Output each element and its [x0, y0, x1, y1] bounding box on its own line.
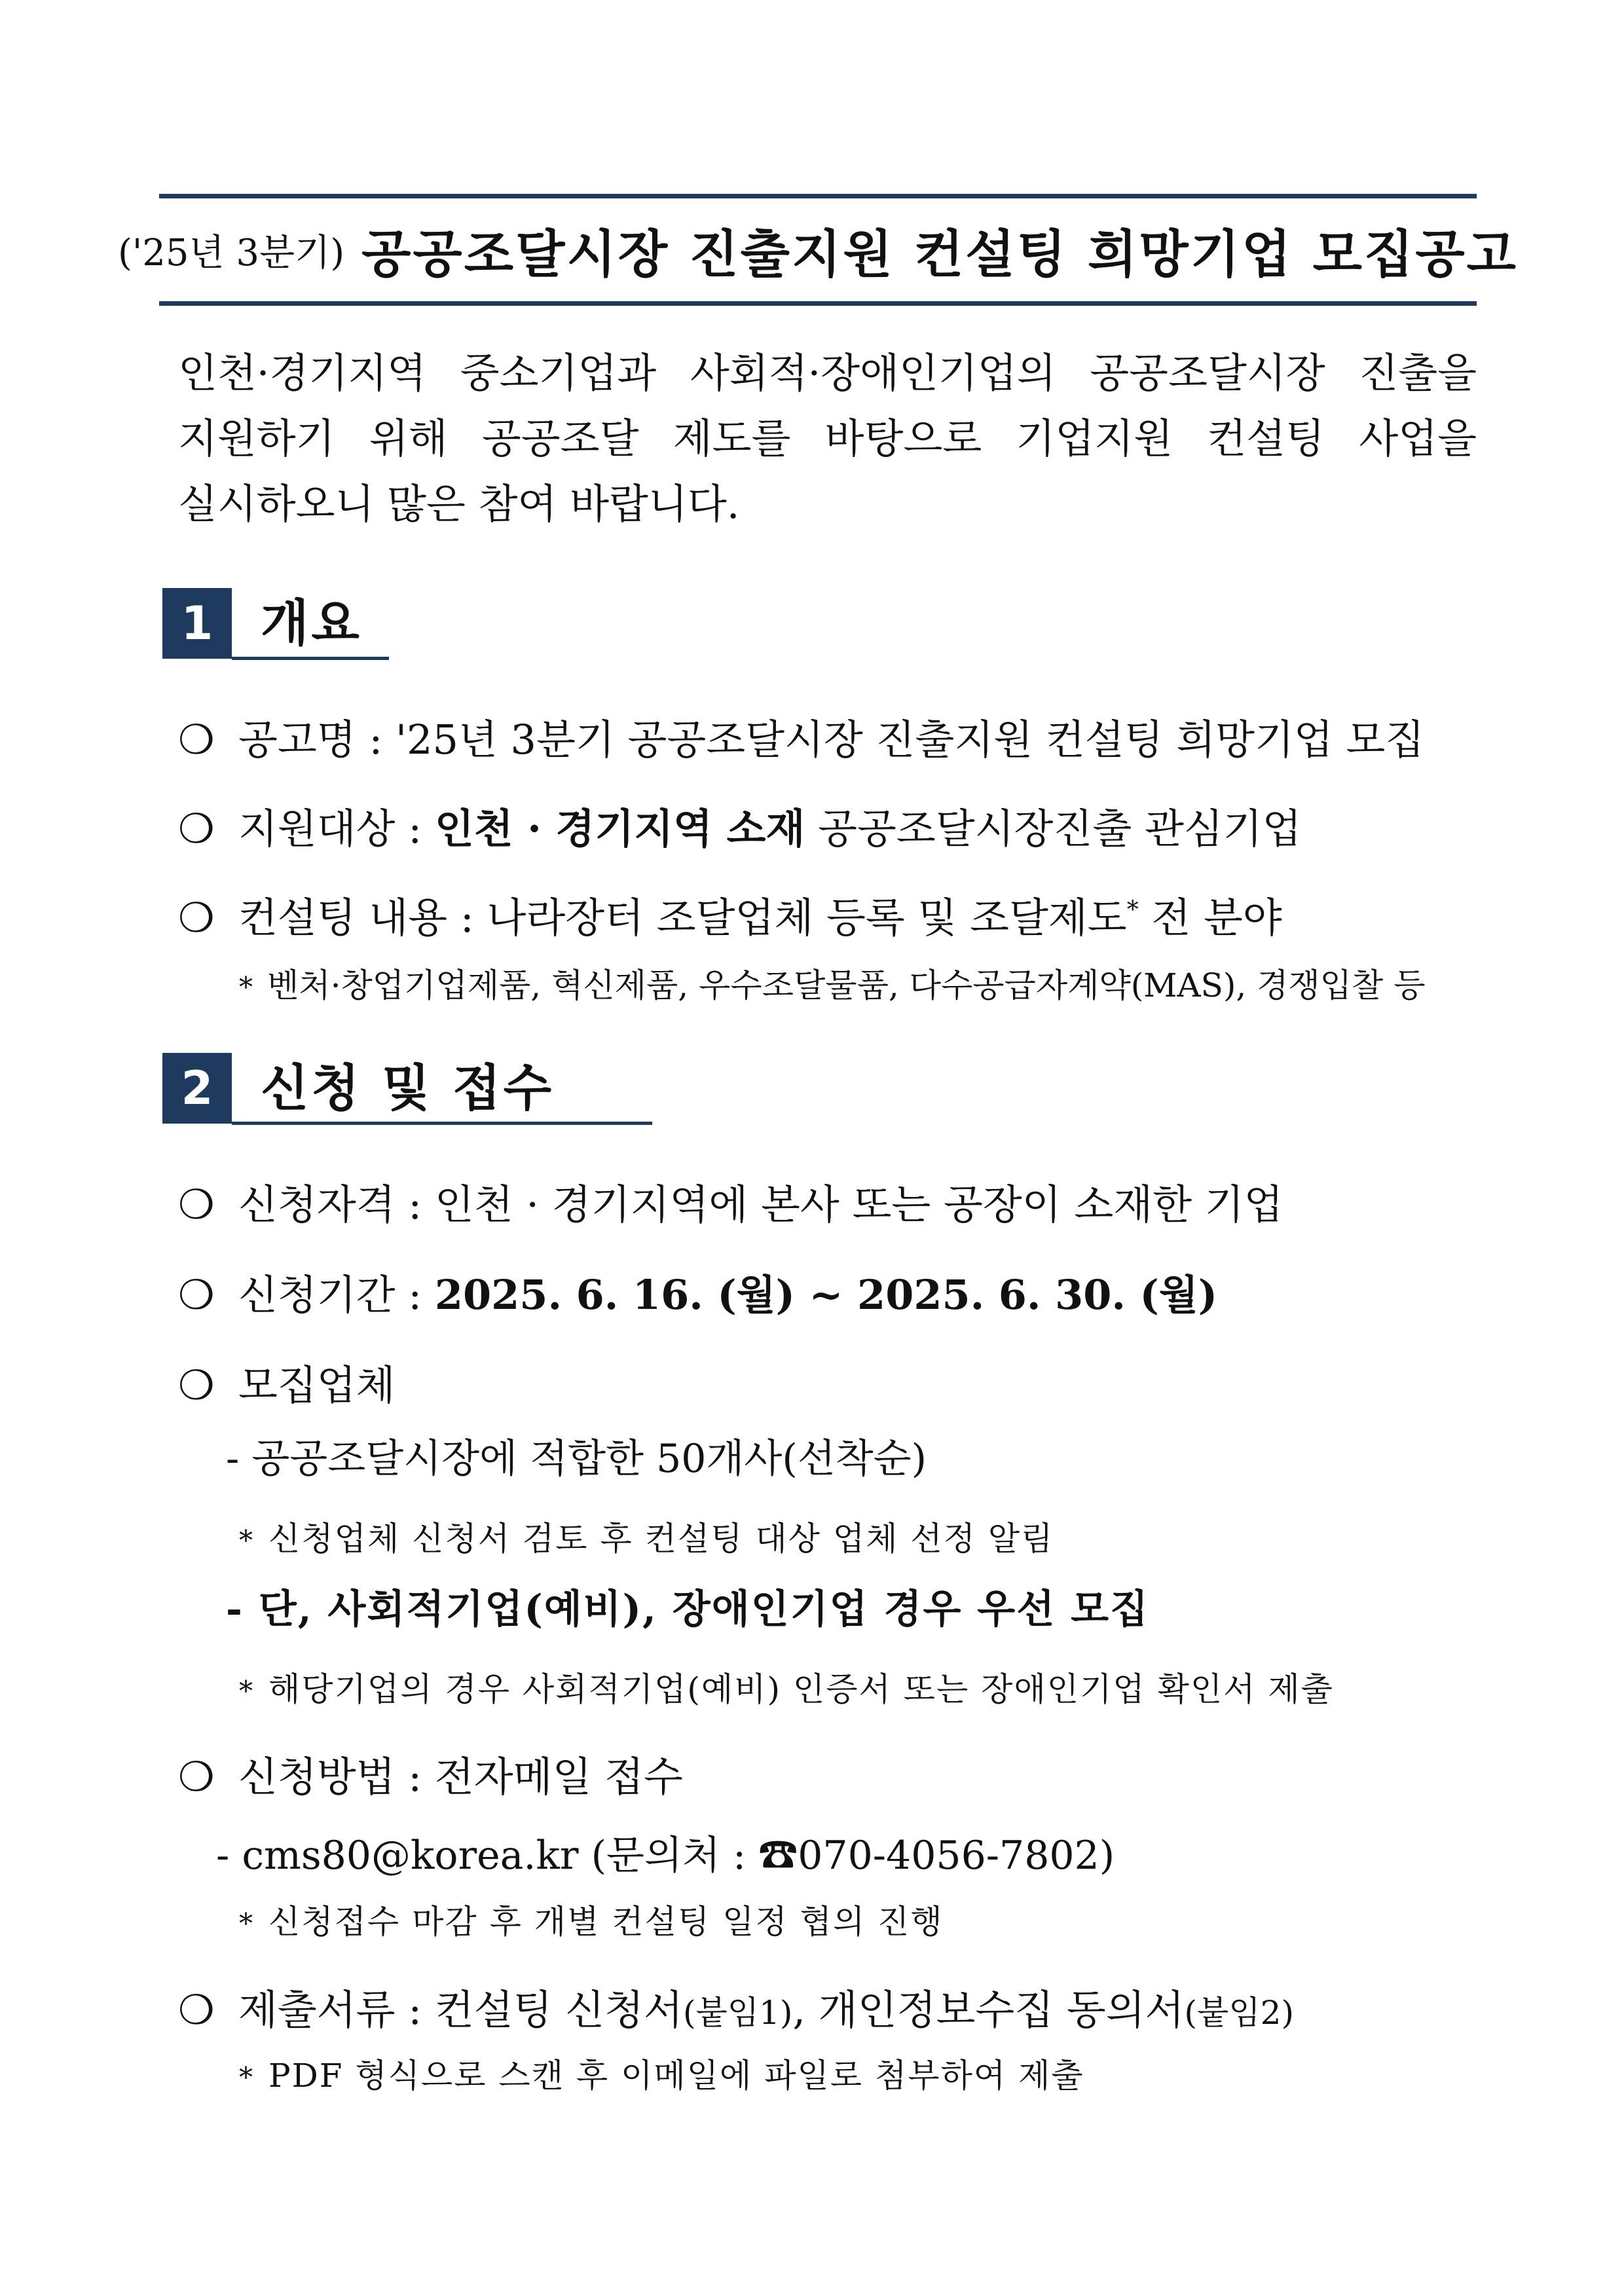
section-title: 신청 및 접수	[261, 1059, 554, 1117]
circle-bullet-icon: ❍	[178, 1181, 215, 1228]
intro-line: 인천·경기지역 중소기업과 사회적·장애인기업의 공공조달시장 진출을	[178, 349, 1477, 397]
item-value: 나라장터 조달업체 등록 및 조달제도	[487, 894, 1127, 942]
circle-bullet-icon: ❍	[178, 1271, 215, 1319]
document-title	[118, 217, 1519, 284]
attachment-ref: (붙임2)	[1184, 1994, 1294, 2032]
section-number-badge: 2	[162, 1053, 232, 1124]
section-title: 개요	[261, 594, 362, 652]
recruit-count: - 공공조달시장에 적합한 50개사(선착순)	[226, 1436, 927, 1482]
item-label: 모집업체	[238, 1361, 396, 1409]
circle-bullet-icon: ❍	[178, 894, 215, 942]
item-value-bold: 인천 · 경기지역 소재	[434, 805, 805, 853]
circle-bullet-icon: ❍	[178, 716, 215, 763]
item-label: 신청기간 :	[238, 1271, 422, 1319]
note-text: 신청업체 신청서 검토 후 컨설팅 대상 업체 선정 알림	[268, 1520, 1054, 1558]
item-label: 지원대상 :	[238, 805, 422, 853]
footnote-marker: *	[1126, 896, 1139, 924]
list-item-period	[178, 1262, 1217, 1321]
item-label: 공고명 :	[238, 716, 383, 763]
footnote	[239, 959, 1426, 1006]
note-text: 벤처·창업기업제품, 혁신제품, 우수조달물품, 다수공급자계약(MAS), 경쟁입찰 등	[267, 966, 1426, 1004]
circle-bullet-icon: ❍	[178, 1361, 215, 1409]
note-star-icon: *	[239, 1675, 254, 1707]
section-underline	[232, 1122, 652, 1125]
footnote	[239, 2049, 1084, 2097]
list-item-notice-name	[178, 707, 1424, 765]
item-value: 인천 · 경기지역에 본사 또는 공장이 소재한 기업	[434, 1181, 1283, 1228]
section-underline	[232, 657, 389, 660]
intro-line: 실시하오니 많은 참여 바랍니다.	[178, 480, 740, 528]
intro-paragraph	[178, 340, 1477, 537]
item-value: '25년 3분기 공공조달시장 진출지원 컨설팅 희망기업 모집	[396, 716, 1425, 763]
item-value: 전자메일 접수	[434, 1753, 683, 1801]
footnote	[239, 1663, 1334, 1710]
note-star-icon: *	[239, 2061, 254, 2093]
footnote	[239, 1896, 944, 1943]
contact-line: - cms80@korea.kr (문의처 : ☎070-4056-7802)	[216, 1833, 1115, 1879]
note-star-icon: *	[239, 1524, 254, 1556]
section-number-badge: 1	[162, 588, 232, 659]
list-item-documents	[178, 1977, 1294, 2036]
item-value: 컨설팅 신청서	[434, 1986, 683, 2034]
attachment-ref: (붙임1)	[682, 1994, 793, 2032]
footnote	[239, 1513, 1054, 1560]
circle-bullet-icon: ❍	[178, 1986, 215, 2034]
item-label: 제출서류 :	[238, 1986, 422, 2034]
title-top-rule	[159, 194, 1477, 198]
note-star-icon: *	[239, 1907, 254, 1939]
item-value: , 개인정보수집 동의서	[792, 1986, 1185, 2034]
intro-line: 지원하기 위해 공공조달 제도를 바탕으로 기업지원 컨설팅 사업을	[178, 414, 1477, 462]
list-item-qualification	[178, 1172, 1283, 1230]
title-main: 공공조달시장 진출지원 컨설팅 희망기업 모집공고	[361, 225, 1519, 284]
note-text: 신청접수 마감 후 개별 컨설팅 일정 협의 진행	[268, 1903, 944, 1941]
item-value: 공공조달시장진출 관심기업	[818, 805, 1302, 853]
list-item-method	[178, 1744, 683, 1803]
list-item-support-target	[178, 796, 1302, 854]
item-value-bold: 2025. 6. 16. (월) ~ 2025. 6. 30. (월)	[434, 1271, 1218, 1319]
circle-bullet-icon: ❍	[178, 805, 215, 853]
recruit-priority: - 단, 사회적기업(예비), 장애인기업 경우 우선 모집	[226, 1587, 1150, 1632]
circle-bullet-icon: ❍	[178, 1753, 215, 1801]
item-label: 컨설팅 내용 :	[238, 894, 474, 942]
title-bottom-rule	[159, 301, 1477, 306]
list-item-consulting-content	[178, 885, 1282, 944]
note-text: 해당기업의 경우 사회적기업(예비) 인증서 또는 장애인기업 확인서 제출	[268, 1670, 1334, 1708]
item-label: 신청자격 :	[238, 1181, 422, 1228]
item-label: 신청방법 :	[238, 1753, 422, 1801]
title-prefix: ('25년 3분기)	[118, 232, 345, 274]
note-text: PDF 형식으로 스캔 후 이메일에 파일로 첨부하여 제출	[268, 2057, 1084, 2095]
note-star-icon: *	[239, 971, 253, 1003]
item-value-tail: 전 분야	[1151, 894, 1282, 942]
list-item-recruit	[178, 1353, 396, 1411]
